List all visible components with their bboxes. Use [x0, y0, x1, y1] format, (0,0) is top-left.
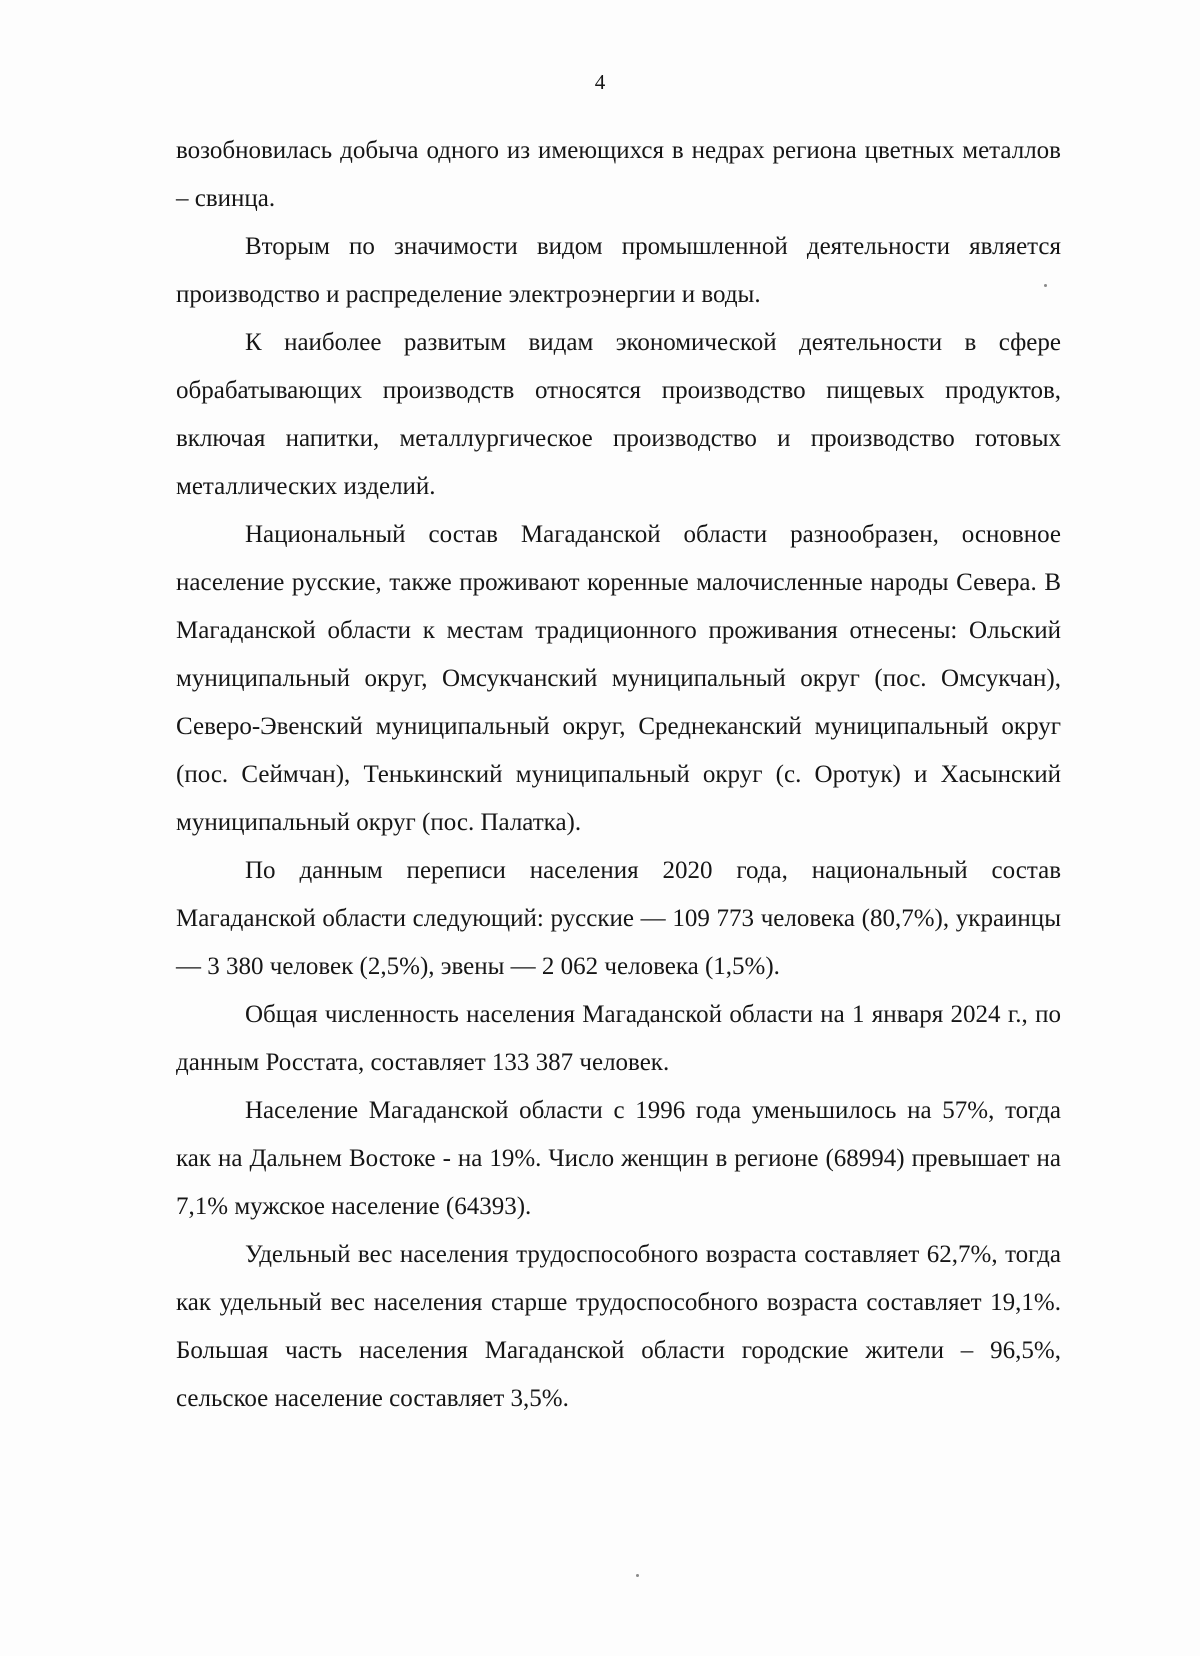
paragraph-total-population: Общая численность населения Магаданской области на 1 января 2024 г., по данным Росстата, составляет 133 387 человек.	[176, 1001, 1061, 1076]
paragraph-lead-metals: возобновилась добыча одного из имеющихся в недрах региона цветных металлов – свинца.	[176, 137, 1061, 212]
paragraph-working-age: Удельный вес населения трудоспособного возраста составляет 62,7%, тогда как удельный вес населения старше трудоспособного возраста составляет 19,1%. Большая часть населения Магаданской области городские жители – 96,5%, сельское население составляет 3,5%.	[176, 1241, 1061, 1412]
paragraph-population-decline: Население Магаданской области с 1996 года уменьшилось на 57%, тогда как на Дальнем Востоке - на 19%. Число женщин в регионе (68994) превышает на 7,1% мужское население (64393).	[176, 1097, 1061, 1220]
scan-speck	[636, 1574, 639, 1577]
paragraph-census-2020: По данным переписи населения 2020 года, национальный состав Магаданской области следующий: русские — 109 773 человека (80,7%), украинцы — 3 380 человек (2,5%), эвены — 2 062 человека (1,5%).	[176, 857, 1061, 980]
scan-speck	[1044, 284, 1047, 287]
paragraph-manufacturing: К наиболее развитым видам экономической деятельности в сфере обрабатывающих производств относятся производство пищевых продуктов, включая напитки, металлургическое производство и производство готовых металлических изделий.	[176, 329, 1061, 500]
page-number: 4	[594, 70, 606, 94]
paragraph-energy: Вторым по значимости видом промышленной деятельности является производство и распределение электроэнергии и воды.	[176, 233, 1061, 308]
document-body	[176, 127, 1061, 1423]
paragraph-ethnic-composition: Национальный состав Магаданской области разнообразен, основное население русские, также проживают коренные малочисленные народы Севера. В Магаданской области к местам традиционного проживания отнесены: Ольский муниципальный округ, Омсукчанский муниципальный округ (пос. Омсукчан), Северо-Эвенский муниципальный округ, Среднеканский муниципальный округ (пос. Сеймчан), Тенькинский муниципальный округ (с. Оротук) и Хасынский муниципальный округ (пос. Палатка).	[176, 521, 1061, 836]
